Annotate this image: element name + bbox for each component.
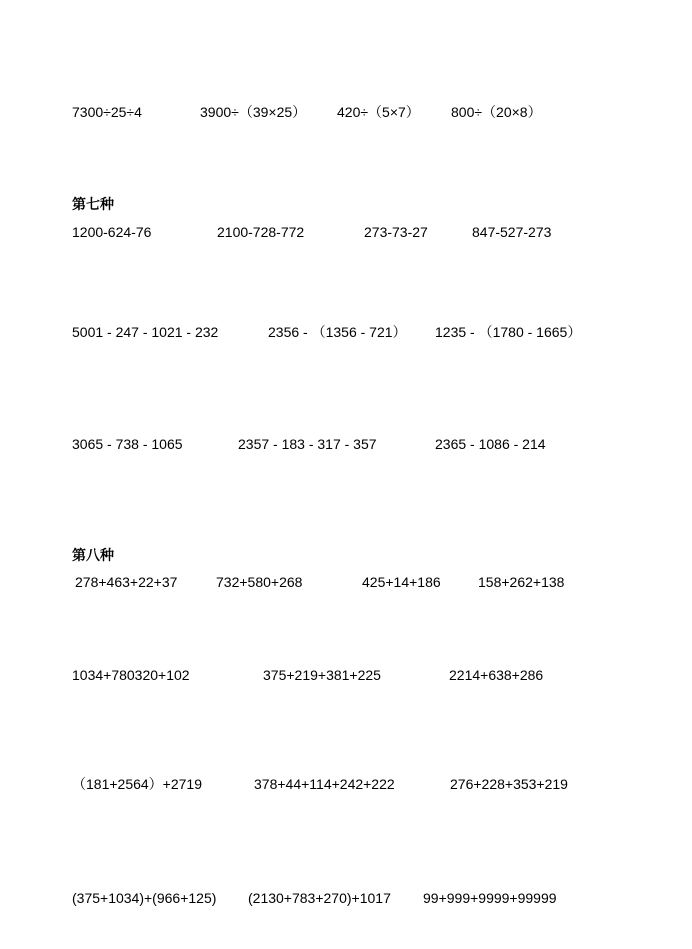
exercise-expression: 276+228+353+219: [450, 776, 568, 792]
exercise-expression: 732+580+268: [216, 574, 303, 590]
exercise-expression: 425+14+186: [362, 574, 441, 590]
exercise-expression: 99+999+9999+99999: [423, 890, 557, 906]
exercise-expression: 1235 - （1780 - 1665）: [435, 324, 582, 340]
exercise-expression: 1034+780320+102: [72, 667, 190, 683]
exercise-expression: (2130+783+270)+1017: [248, 890, 391, 906]
exercise-expression: (375+1034)+(966+125): [72, 890, 217, 906]
exercise-expression: 158+262+138: [478, 574, 565, 590]
exercise-expression: 375+219+381+225: [263, 667, 381, 683]
exercise-expression: 2100-728-772: [217, 224, 305, 240]
exercise-row: [0, 888, 692, 908]
exercise-expression: 847-527-273: [472, 224, 552, 240]
exercise-expression: 3065 - 738 - 1065: [72, 436, 183, 452]
exercise-row: [0, 222, 692, 242]
exercise-expression: 1200-624-76: [72, 224, 152, 240]
exercise-row: [0, 774, 692, 794]
exercise-expression: 2356 - （1356 - 721）: [268, 324, 407, 340]
exercise-expression: 278+463+22+37: [75, 574, 178, 590]
exercise-expression: 2357 - 183 - 317 - 357: [238, 436, 377, 452]
exercise-expression: （181+2564）+2719: [72, 776, 202, 792]
exercise-row: [0, 665, 692, 685]
exercise-row: [0, 322, 692, 342]
exercise-row: [0, 102, 692, 122]
exercise-expression: 5001 - 247 - 1021 - 232: [72, 324, 219, 340]
exercise-expression: 2214+638+286: [449, 667, 544, 683]
exercise-expression: 420÷（5×7）: [337, 104, 420, 120]
exercise-expression: 800÷（20×8）: [451, 104, 542, 120]
exercise-row: [0, 434, 692, 454]
section-heading: 第七种: [72, 196, 114, 212]
section-heading: 第八种: [72, 547, 114, 563]
exercise-row: [0, 572, 692, 592]
exercise-expression: 2365 - 1086 - 214: [435, 436, 546, 452]
exercise-expression: 7300÷25÷4: [72, 104, 142, 120]
exercise-expression: 273-73-27: [364, 224, 428, 240]
exercise-expression: 3900÷（39×25）: [200, 104, 307, 120]
exercise-expression: 378+44+114+242+222: [254, 776, 395, 792]
